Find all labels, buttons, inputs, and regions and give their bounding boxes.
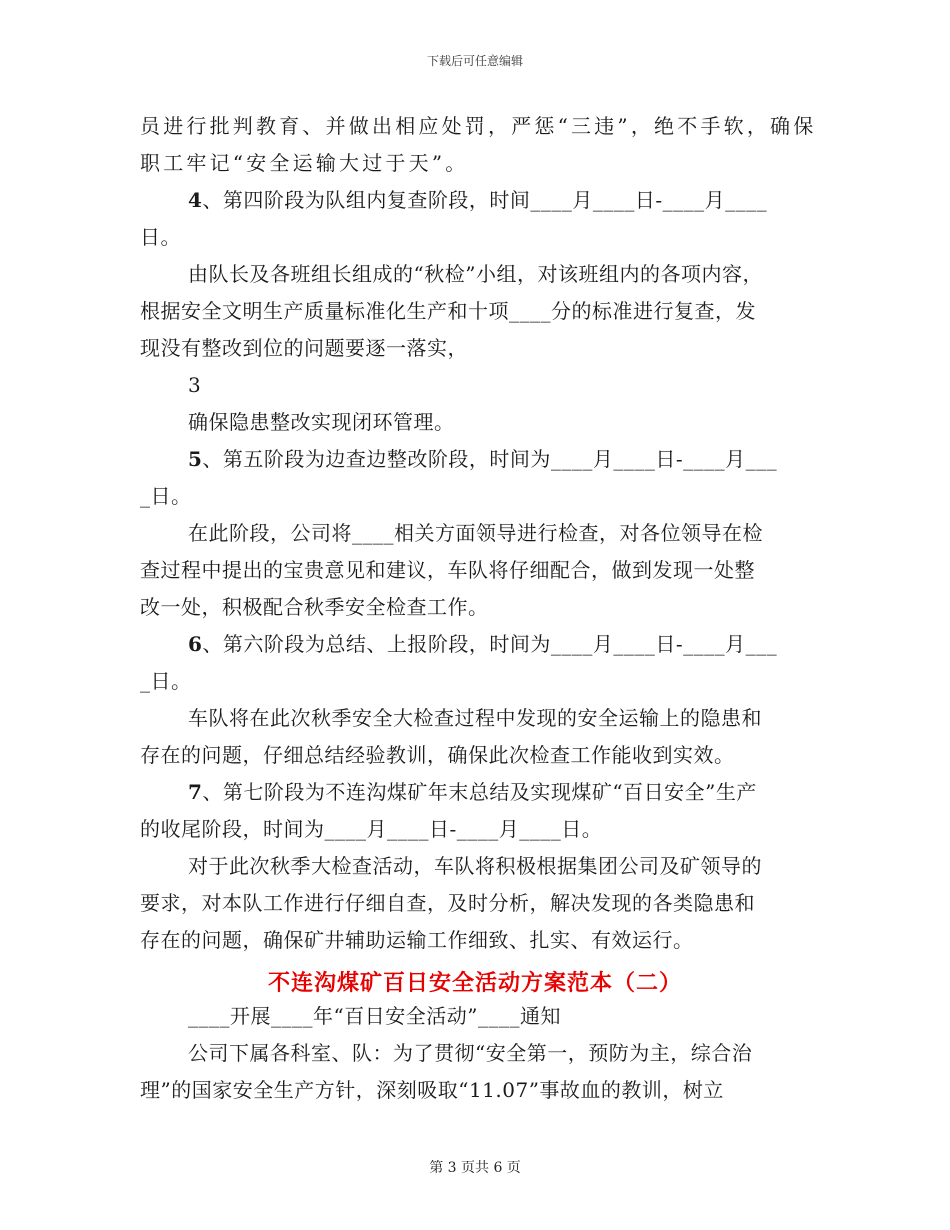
section-number: 5: [188, 447, 203, 471]
section-number: 4: [188, 188, 203, 212]
paragraph-line: 日。: [140, 225, 181, 249]
section-5-heading: [188, 447, 777, 471]
page-footer: 第 3 页共 6 页: [429, 1160, 521, 1176]
paragraph-line: 现没有整改到位的问题要逐一落实，: [140, 336, 468, 360]
paragraph-line: 在此阶段，公司将____相关方面领导进行检查，对各位领导在检: [188, 521, 763, 545]
paragraph-line: 确保隐患整改实现闭环管理。: [188, 410, 455, 434]
page-mark: 3: [188, 373, 202, 397]
section-text: 、第六阶段为总结、上报阶段，时间为____月____日-____月___: [202, 632, 778, 656]
paragraph-line: 职工牢记“安全运输大过于天”。: [140, 151, 469, 175]
section-text: 、第五阶段为边查边整改阶段，时间为____月____日-____月___: [202, 447, 778, 471]
paragraph-line: 车队将在此次秋季安全大检查过程中发现的安全运输上的隐患和: [188, 706, 762, 730]
section-4-heading: [188, 188, 767, 212]
paragraph-line: 存在的问题，确保矿井辅助运输工作细致、扎实、有效运行。: [140, 928, 694, 952]
section-6-heading: [188, 632, 777, 656]
section-number: 6: [188, 632, 203, 656]
paragraph-line: 对于此次秋季大检查活动，车队将积极根据集团公司及矿领导的: [188, 854, 762, 878]
page-header: 下载后可任意编辑: [426, 54, 523, 68]
section-text: 、第七阶段为不连沟煤矿年末总结及实现煤矿“百日安全”生产: [202, 780, 757, 804]
paragraph-line: 由队长及各班组长组成的“秋检”小组，对该班组内的各项内容，: [188, 262, 763, 286]
paragraph-line: 员进行批判教育、并做出相应处罚，严惩“三违”，绝不手软，确保: [140, 114, 817, 138]
paragraph-line: 改一处，积极配合秋季安全检查工作。: [140, 595, 489, 619]
section-title: 不连沟煤矿百日安全活动方案范本（二）: [267, 970, 682, 996]
paragraph-line: 的收尾阶段，时间为____月____日-____月____日。: [140, 817, 603, 841]
paragraph-line: 理”的国家安全生产方针，深刻吸取“11.07”事故血的教训，树立: [140, 1078, 724, 1102]
paragraph-line: 存在的问题，仔细总结经验教训，确保此次检查工作能收到实效。: [140, 743, 735, 767]
paragraph-line: 根据安全文明生产质量标准化生产和十项____分的标准进行复查，发: [140, 299, 756, 323]
paragraph-line: 要求，对本队工作进行仔细自查，及时分析，解决发现的各类隐患和: [140, 891, 755, 915]
paragraph-line: 公司下属各科室、队：为了贯彻“安全第一，预防为主，综合治: [188, 1041, 753, 1065]
section-number: 7: [188, 780, 203, 804]
section-text: 、第四阶段为队组内复查阶段，时间____月____日-____月____: [202, 188, 768, 212]
paragraph-line: _日。: [140, 484, 192, 508]
paragraph-line: _日。: [140, 669, 192, 693]
paragraph-line: ____开展____年“百日安全活动”____通知: [188, 1004, 561, 1028]
section-7-heading: [188, 780, 757, 804]
paragraph-line: 查过程中提出的宝贵意见和建议，车队将仔细配合，做到发现一处整: [140, 558, 755, 582]
